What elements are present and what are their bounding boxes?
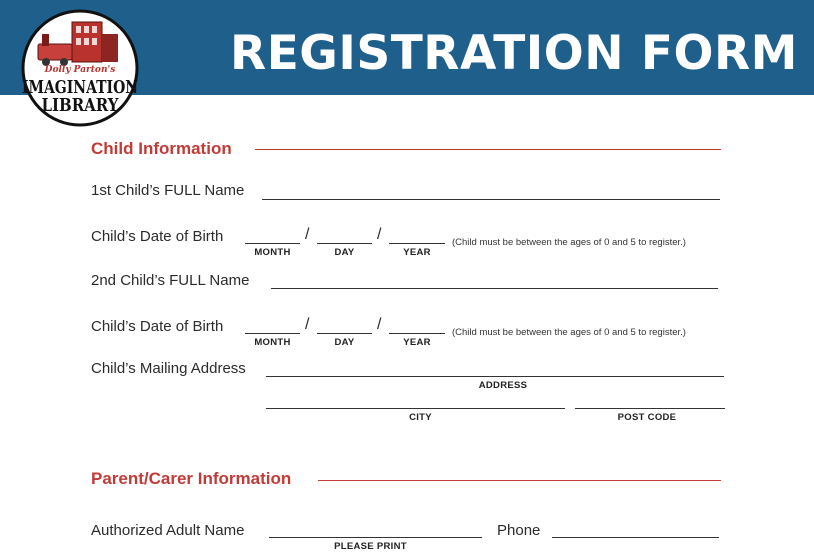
logo-cursive-text: Dolly Parton's <box>44 65 116 75</box>
second-dob-slash-1: / <box>305 316 310 333</box>
second-dob-month-field[interactable] <box>245 333 300 334</box>
address-sub: ADDRESS <box>478 380 528 391</box>
phone-field[interactable] <box>552 537 719 538</box>
mailing-address-field[interactable] <box>266 376 724 377</box>
adult-name-field[interactable] <box>269 537 482 538</box>
postcode-sub: POST CODE <box>617 412 677 423</box>
city-field[interactable] <box>266 408 565 409</box>
first-dob-slash-1: / <box>305 226 310 243</box>
postcode-field[interactable] <box>575 408 725 409</box>
child-info-heading: Child Information <box>91 139 232 158</box>
second-child-name-field[interactable] <box>271 288 718 289</box>
child-info-rule <box>255 149 721 150</box>
second-dob-month-sub: MONTH <box>254 337 291 348</box>
logo-word-imagination: IMAGINATION <box>21 76 139 98</box>
first-dob-year-sub: YEAR <box>403 247 431 258</box>
adult-name-label: Authorized Adult Name <box>91 522 245 539</box>
first-dob-label: Child’s Date of Birth <box>91 228 224 245</box>
first-child-name-label: 1st Child’s FULL Name <box>91 182 245 199</box>
page-title: REGISTRATION FORM <box>230 26 798 81</box>
second-dob-year-field[interactable] <box>389 333 445 334</box>
second-dob-day-sub: DAY <box>334 337 355 348</box>
logo-word-library: LIBRARY <box>41 93 119 116</box>
mailing-address-label: Child’s Mailing Address <box>91 360 246 377</box>
second-child-name-label: 2nd Child’s FULL Name <box>91 272 250 289</box>
first-dob-day-sub: DAY <box>334 247 355 258</box>
first-dob-month-sub: MONTH <box>254 247 291 258</box>
parent-info-rule <box>318 480 721 481</box>
phone-label: Phone <box>497 522 541 539</box>
second-age-note: (Child must be between the ages of 0 and 5 to register.) <box>452 327 686 338</box>
imagination-library-logo <box>20 8 140 128</box>
first-age-note: (Child must be between the ages of 0 and 5 to register.) <box>452 237 686 248</box>
parent-info-heading: Parent/Carer Information <box>91 469 292 488</box>
first-dob-year-field[interactable] <box>389 243 445 244</box>
city-sub: CITY <box>409 412 432 423</box>
adult-name-sub: PLEASE PRINT <box>334 541 407 552</box>
first-child-name-field[interactable] <box>262 199 720 200</box>
first-dob-slash-2: / <box>377 226 382 243</box>
second-dob-slash-2: / <box>377 316 382 333</box>
second-dob-label: Child’s Date of Birth <box>91 318 224 335</box>
second-dob-day-field[interactable] <box>317 333 372 334</box>
first-dob-day-field[interactable] <box>317 243 372 244</box>
second-dob-year-sub: YEAR <box>403 337 431 348</box>
first-dob-month-field[interactable] <box>245 243 300 244</box>
